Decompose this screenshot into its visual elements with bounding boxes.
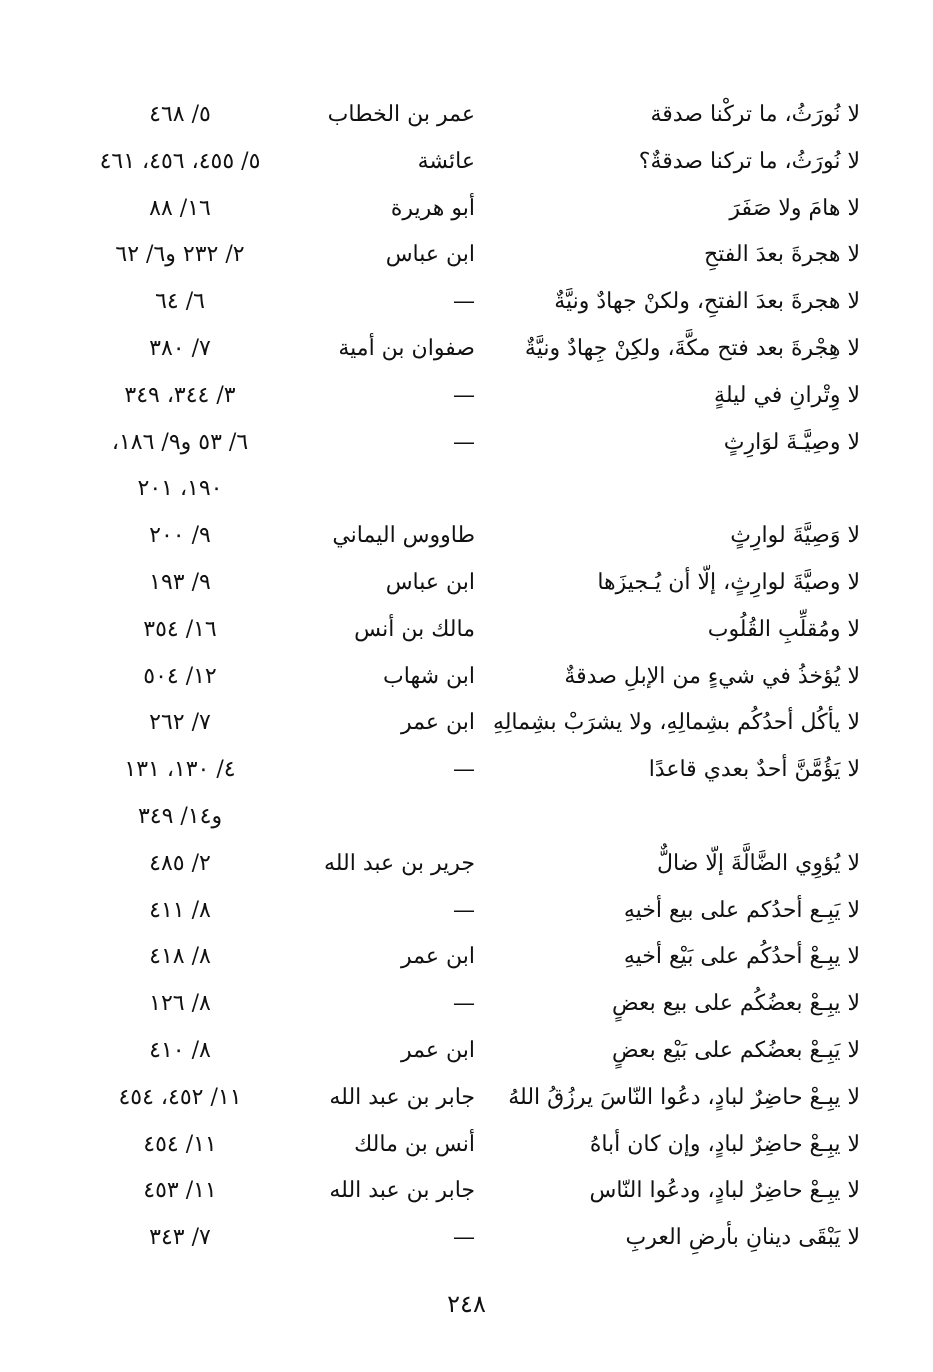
- narrator-name: —: [453, 382, 475, 408]
- volume-page-reference: ٢/ ٤٨٥: [149, 850, 211, 876]
- volume-page-reference: ٥/ ٤٥٥، ٤٥٦، ٤٦١: [99, 148, 261, 174]
- volume-page-reference: ٨/ ٤١٠: [149, 1037, 211, 1063]
- hadith-text: لا يبِـعْ حاضِرٌ لبادٍ، وإن كان أباهُ: [589, 1131, 860, 1157]
- volume-page-reference: ١١/ ٤٥٢، ٤٥٤: [118, 1084, 242, 1110]
- volume-page-reference: ٧/ ٣٨٠: [149, 335, 211, 361]
- table-row: [70, 1122, 860, 1169]
- narrator-name: [325, 794, 475, 841]
- table-row-continuation: [70, 466, 860, 513]
- hadith-text: لا وصيَّةَ لوارِثٍ، إلّا أن يُـجيزَها: [597, 569, 860, 595]
- hadith-text: لا يَبِـعْ بعضُكم على بَيْع بعضٍ: [612, 1037, 860, 1063]
- table-row: [70, 841, 860, 888]
- volume-page-reference: ١١/ ٤٥٤: [143, 1131, 217, 1157]
- narrator-name: —: [453, 289, 475, 315]
- narrator-name: ابن عمر: [401, 944, 475, 970]
- hadith-text: لا يبِـعْ حاضِرٌ لبادٍ، دعُوا النّاسَ يرزُقُ اللهُ: [508, 1084, 860, 1110]
- volume-page-reference: ٨/ ١٢٦: [149, 991, 211, 1017]
- volume-page-reference: ١٦/ ٣٥٤: [143, 616, 217, 642]
- volume-page-reference: ٩/ ٢٠٠: [149, 523, 211, 549]
- volume-page-reference: ١٢/ ٥٠٤: [143, 663, 217, 689]
- narrator-name: أنس بن مالك: [354, 1131, 475, 1157]
- narrator-name: [325, 466, 475, 513]
- table-row: [70, 934, 860, 981]
- volume-page-reference: ٥/ ٤٦٨: [149, 102, 211, 127]
- hadith-text: لا هجرةَ بعدَ الفتحِ: [703, 242, 860, 268]
- volume-page-reference: ٢/ ٢٣٢ و٦/ ٦٢: [115, 242, 245, 268]
- volume-page-reference: ٦/ ٥٣ و٩/ ١٨٦،: [111, 429, 249, 455]
- narrator-name: —: [453, 991, 475, 1017]
- table-row: [70, 279, 860, 326]
- hadith-text: لا نُورَثُ، ما تركْنا صدقة: [650, 102, 860, 127]
- table-row: [70, 373, 860, 420]
- table-row: [70, 1028, 860, 1075]
- table-row: [70, 92, 860, 139]
- hadith-text: لا هجرةَ بعدَ الفتحِ، ولكنْ جهادٌ ونيَّةٌ: [554, 289, 860, 315]
- narrator-name: ابن عمر: [401, 710, 475, 736]
- narrator-name: ابن عباس: [385, 242, 475, 268]
- hadith-text: لا ومُقلِّبِ القُلُوب: [707, 616, 860, 642]
- narrator-name: جابر بن عبد الله: [329, 1178, 475, 1204]
- volume-page-reference: و١٤/ ٣٤٩: [137, 803, 223, 829]
- hadith-text: لا هِجْرةَ بعد فتح مكَّةَ، ولكِنْ جِهادٌ ونيَّةٌ: [524, 335, 860, 361]
- volume-page-reference: ٣/ ٣٤٤، ٣٤٩: [124, 382, 236, 408]
- hadith-text: لا يَبِـع أحدُكم على بيع أخيهِ: [623, 897, 860, 923]
- volume-page-reference: ٤/ ١٣٠، ١٣١: [124, 757, 236, 783]
- hadith-text: لا هامَ ولا صَفَرَ: [729, 195, 860, 221]
- volume-page-reference: ١١/ ٤٥٣: [143, 1178, 217, 1204]
- table-row-continuation: [70, 794, 860, 841]
- table-row: [70, 981, 860, 1028]
- volume-page-reference: ٧/ ٣٤٣: [149, 1225, 211, 1251]
- table-row: [70, 513, 860, 560]
- narrator-name: جابر بن عبد الله: [329, 1084, 475, 1110]
- hadith-text: لا يَبْقَى دينانِ بأرضِ العربِ: [625, 1225, 860, 1251]
- hadith-index-table: [70, 92, 860, 1262]
- hadith-text: لا يُؤوِي الضَّالَّةَ إلّا ضالٌّ: [657, 850, 860, 876]
- hadith-text: لا يأكُل أحدُكُم بشِمالِهِ، ولا يشرَبْ بشِمالِهِ: [492, 710, 860, 736]
- hadith-text: لا نُورَثُ، ما تركنا صدقةٌ؟: [638, 148, 860, 174]
- table-row: [70, 186, 860, 233]
- narrator-name: جرير بن عبد الله: [323, 850, 475, 876]
- narrator-name: أبو هريرة: [390, 195, 475, 221]
- hadith-text: [480, 794, 860, 841]
- narrator-name: مالك بن أنس: [354, 616, 475, 642]
- narrator-name: عمر بن الخطاب: [327, 102, 475, 127]
- volume-page-reference: ٧/ ٢٦٢: [149, 710, 211, 736]
- narrator-name: —: [453, 757, 475, 783]
- table-row: [70, 1075, 860, 1122]
- volume-page-reference: ٩/ ١٩٣: [149, 569, 211, 595]
- volume-page-reference: ١٦/ ٨٨: [149, 195, 211, 221]
- narrator-name: —: [453, 429, 475, 455]
- hadith-text: لا يُؤخذُ في شيءٍ من الإبلِ صدقةٌ: [564, 663, 860, 689]
- narrator-name: —: [453, 1225, 475, 1251]
- volume-page-reference: ٦/ ٦٤: [155, 289, 205, 315]
- hadith-text: لا يبِـعْ بعضُكُم على بيع بعضٍ: [612, 991, 860, 1017]
- hadith-text: لا يبِـعْ حاضِرٌ لبادٍ، ودعُوا النّاس: [589, 1178, 860, 1204]
- hadith-text: لا يبِـعْ أحدُكُم على بَيْع أخيهِ: [623, 944, 860, 970]
- table-row: [70, 1168, 860, 1215]
- table-row: [70, 607, 860, 654]
- narrator-name: صفوان بن أمية: [338, 335, 475, 361]
- table-row: [70, 232, 860, 279]
- hadith-text: لا وِتْرانِ في ليلةٍ: [714, 382, 860, 408]
- table-row: [70, 1215, 860, 1262]
- volume-page-reference: ١٩٠، ٢٠١: [137, 476, 223, 502]
- table-row: [70, 420, 860, 467]
- volume-page-reference: ٨/ ٤١١: [149, 897, 211, 923]
- narrator-name: ابن عمر: [401, 1037, 475, 1063]
- page-number: ٢٤٨: [447, 1290, 486, 1318]
- table-row: [70, 700, 860, 747]
- table-row: [70, 654, 860, 701]
- narrator-name: ابن عباس: [385, 569, 475, 595]
- table-row: [70, 326, 860, 373]
- narrator-name: عائشة: [417, 148, 475, 174]
- table-row: [70, 139, 860, 186]
- hadith-text: لا وَصِيَّةَ لوارِثٍ: [730, 523, 860, 549]
- hadith-text: لا يَؤُمَّنَّ أحدٌ بعدي قاعدًا: [648, 757, 860, 783]
- table-row: [70, 747, 860, 794]
- narrator-name: طاووس اليماني: [332, 523, 475, 549]
- table-row: [70, 888, 860, 935]
- volume-page-reference: ٨/ ٤١٨: [149, 944, 211, 970]
- narrator-name: —: [453, 897, 475, 923]
- hadith-text: لا وصِيَّـةَ لوَارِثٍ: [723, 429, 860, 455]
- table-row: [70, 560, 860, 607]
- narrator-name: ابن شهاب: [383, 663, 475, 689]
- hadith-text: [480, 466, 860, 513]
